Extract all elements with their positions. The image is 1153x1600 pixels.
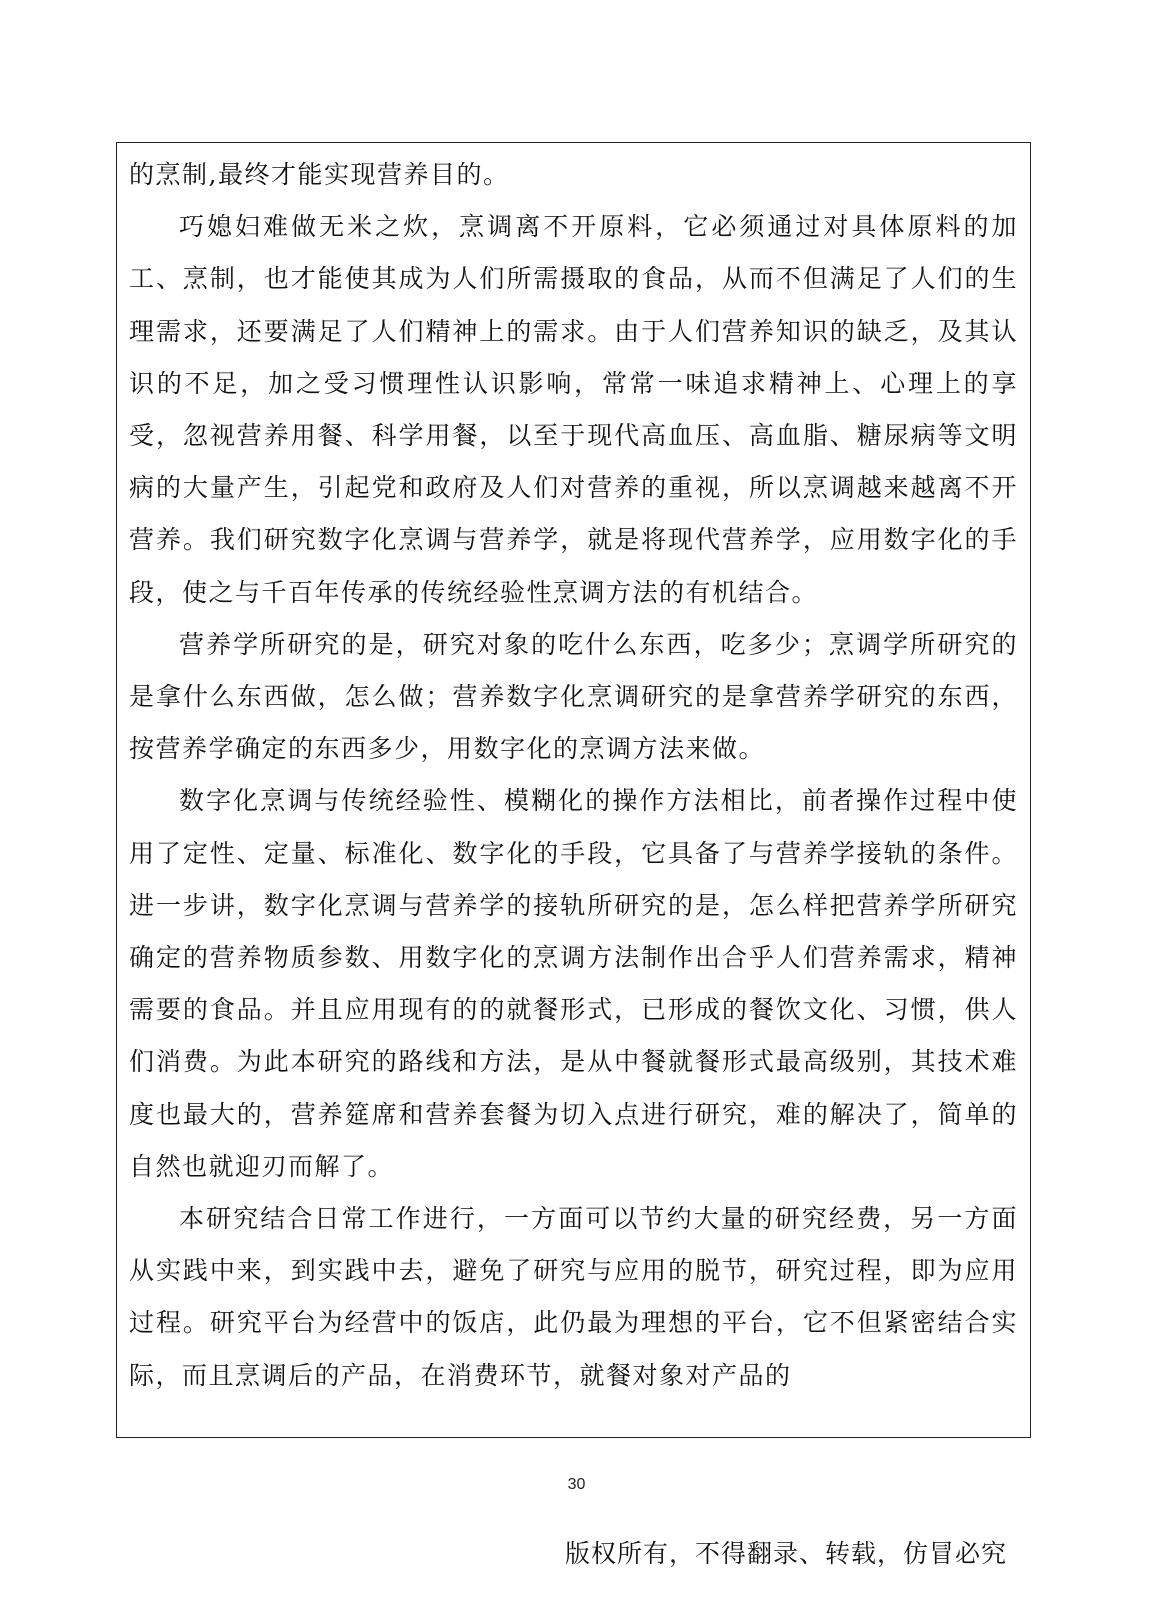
paragraph-1: 的烹制,最终才能实现营养目的。 bbox=[129, 160, 510, 189]
paragraph-3: 营养学所研究的是，研究对象的吃什么东西，吃多少；烹调学所研究的是拿什么东西做，怎么做；营养数字化烹调研究的是拿营养学研究的东西，按营养学确定的东西多少，用数字化的烹调方法来做。 bbox=[129, 629, 1018, 764]
paragraph-5: 本研究结合日常工作进行，一方面可以节约大量的研究经费，另一方面从实践中来，到实践中去，避免了研究与应用的脱节，研究过程，即为应用过程。研究平台为经营中的饭店，此仍最为理想的平台，它不但紧密结合实际，而且烹调后的产品，在消费环节，就餐对象对产品的 bbox=[129, 1204, 1018, 1390]
paragraph-2: 巧媳妇难做无米之炊，烹调离不开原料，它必须通过对具体原料的加工、烹制，也才能使其成为人们所需摄取的食品，从而不但满足了人们的生理需求，还要满足了人们精神上的需求。由于人们营养知识的缺乏，及其认识的不足，加之受习惯理性认识影响，常常一味追求精神上、心理上的享受，忽视营养用餐、科学用餐，以至于现代高血压、高血脂、糖尿病等文明病的大量产生，引起党和政府及人们对营养的重视，所以烹调越来越离不开营养。我们研究数字化烹调与营养学，就是将现代营养学，应用数字化的手段，使之与千百年传承的传统经验性烹调方法的有机结合。 bbox=[129, 212, 1018, 607]
paragraph-4: 数字化烹调与传统经验性、模糊化的操作方法相比，前者操作过程中使用了定性、定量、标准化、数字化的手段，它具备了与营养学接轨的条件。进一步讲，数字化烹调与营养学的接轨所研究的是，怎么样把营养学所研究确定的营养物质参数、用数字化的烹调方法制作出合乎人们营养需求，精神需要的食品。并且应用现有的的就餐形式，已形成的餐饮文化、习惯，供人们消费。为此本研究的路线和方法，是从中餐就餐形式最高级别，其技术难度也最大的，营养筵席和营养套餐为切入点进行研究，难的解决了，简单的自然也就迎刃而解了。 bbox=[129, 786, 1018, 1181]
content-frame bbox=[116, 142, 1031, 1438]
page-number: 30 bbox=[567, 1476, 586, 1493]
copyright-notice: 版权所有，不得翻录、转载，仿冒必究 bbox=[564, 1539, 1007, 1568]
